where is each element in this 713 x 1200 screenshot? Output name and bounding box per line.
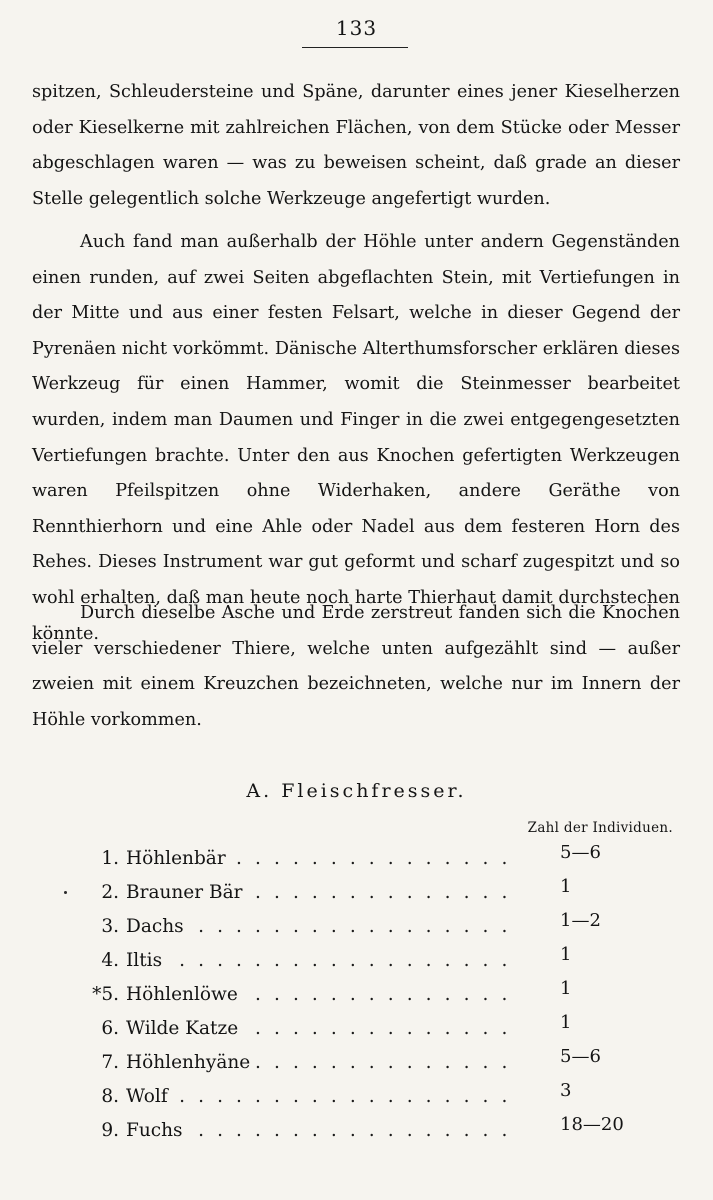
item-name-text: Wilde Katze — [126, 1018, 244, 1039]
item-name — [126, 848, 232, 869]
item-name-text: Iltis — [126, 950, 168, 971]
item-number: 9. — [101, 1120, 119, 1141]
item-count: 5—6 — [560, 842, 601, 863]
item-name — [126, 916, 190, 937]
item-count: 1—2 — [560, 910, 601, 931]
item-number: 7. — [101, 1052, 119, 1073]
item-count: 3 — [560, 1080, 572, 1101]
item-number: *5. — [92, 984, 119, 1005]
item-name-text: Fuchs — [126, 1120, 189, 1141]
item-count: 1 — [560, 1012, 572, 1033]
item-name — [126, 950, 168, 971]
item-name-text: Höhlenbär — [126, 848, 232, 869]
item-count: 1 — [560, 876, 572, 897]
list-item — [0, 978, 713, 1010]
item-name-text: Höhlenhyäne — [126, 1052, 256, 1073]
item-count: 1 — [560, 944, 572, 965]
item-number: 2. — [101, 882, 119, 903]
item-name — [126, 1120, 189, 1141]
item-name — [126, 1018, 244, 1039]
list-item — [0, 944, 713, 976]
item-count: 1 — [560, 978, 572, 999]
dot-leader — [126, 950, 511, 971]
list-item — [0, 1012, 713, 1044]
list-item — [0, 876, 713, 908]
item-name-text: Höhlenlöwe — [126, 984, 244, 1005]
item-count: 18—20 — [560, 1114, 624, 1135]
item-count: 5—6 — [560, 1046, 601, 1067]
item-name-text: Wolf — [126, 1086, 174, 1107]
item-name — [126, 984, 244, 1005]
list-item — [0, 910, 713, 942]
list-item — [0, 842, 713, 874]
page-number: 133 — [335, 16, 378, 40]
page-number-rule — [302, 47, 408, 48]
paragraph-1: spitzen, Schleudersteine und Späne, darunter eines jener Kieselherzen oder Kieselkerne mit zahlreichen Flächen, von dem Stücke oder Messer abgeschlagen waren — was zu beweisen scheint, daß grade an dieser Stelle gelegentlich solche Werkzeuge angefertigt wurden. — [32, 82, 680, 209]
list-item — [0, 1080, 713, 1112]
item-number: 6. — [101, 1018, 119, 1039]
list-item — [0, 1046, 713, 1078]
section-title: A. Fleischfresser. — [246, 780, 467, 802]
paragraph-1-block — [32, 75, 680, 217]
item-name-text: Brauner Bär — [126, 882, 248, 903]
item-number: 1. — [101, 848, 119, 869]
paragraph-3: Durch dieselbe Asche und Erde zerstreut fanden sich die Knochen vieler verschiedener Thiere, welche unten aufgezählt sind — außer zweien mit einem Kreuzchen bezeichneten, welche nur im Innern der Höhle vorkommen. — [32, 603, 680, 730]
item-number: 4. — [101, 950, 119, 971]
item-name-text: Dachs — [126, 916, 190, 937]
item-name — [126, 1052, 256, 1073]
item-number: 3. — [101, 916, 119, 937]
item-name — [126, 882, 248, 903]
item-name — [126, 1086, 174, 1107]
paragraph-2: Auch fand man außerhalb der Höhle unter andern Gegenständen einen runden, auf zwei Seiten abgeflachten Stein, mit Vertiefungen in der Mitte und aus einer festen Felsart, welche in dieser Gegend der Pyrenäen nicht vorkömmt. Dänische Alterthumsforscher erklären dieses Werkzeug für einen Hammer, womit die Steinmesser bearbeitet wurden, indem man Daumen und Finger in die zwei entgegengesetzten Vertiefungen brachte. Unter den aus Knochen gefertigten Werkzeugen waren Pfeilspitzen ohne Widerhaken, andere Geräthe von Rennthierhorn und eine Ahle oder Nadel aus dem festeren Horn des Rehes. Dieses Instrument war gut geformt und scharf zugespitzt und so wohl erhalten, daß man heute noch harte Thierhaut damit durchstechen könnte. — [32, 232, 680, 644]
count-column-header: Zahl der Individuen. — [527, 820, 673, 836]
print-speck — [64, 891, 67, 894]
paragraph-2-block — [32, 225, 680, 652]
dot-leader — [126, 1086, 511, 1107]
paragraph-3-block — [32, 596, 680, 738]
item-number: 8. — [101, 1086, 119, 1107]
list-item — [0, 1114, 713, 1146]
